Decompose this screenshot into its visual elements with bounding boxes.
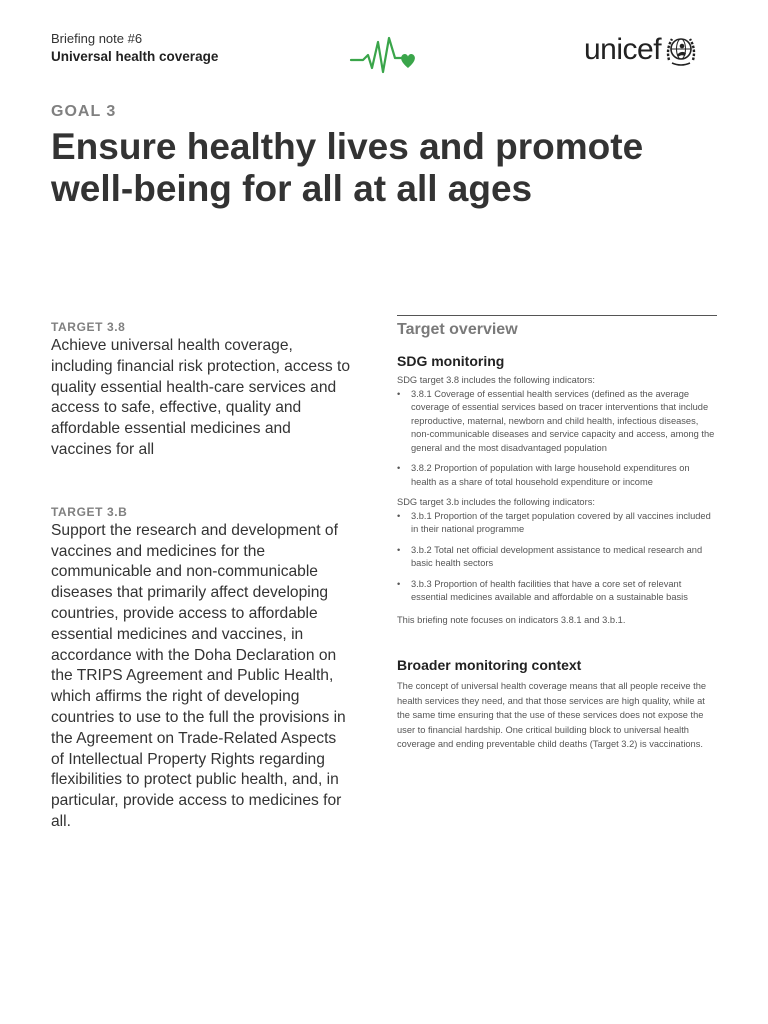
unicef-logo bbox=[584, 32, 699, 68]
target-3-8-intro: SDG target 3.8 includes the following indicators: bbox=[397, 375, 595, 385]
indicator-item: • 3.b.3 Proportion of health facilities that have a core set of relevant essential medicines available and affordable on a sustainable basis bbox=[397, 578, 717, 605]
indicator-item: • 3.b.2 Total net official development assistance to medical research and basic health sectors bbox=[397, 544, 717, 571]
indicator-item: • 3.8.2 Proportion of population with large household expenditures on health as a share of total household expenditure or income bbox=[397, 462, 717, 489]
target-3-8-indicators bbox=[397, 388, 717, 490]
target-overview-panel bbox=[397, 315, 717, 752]
sdg-monitoring-heading: SDG monitoring bbox=[397, 353, 505, 369]
briefing-header bbox=[51, 30, 218, 66]
focus-note: This briefing note focuses on indicators 3.8.1 and 3.b.1. bbox=[397, 614, 626, 625]
target-3-8 bbox=[51, 320, 351, 461]
target-description: Support the research and development of vaccines and medicines for the communicable and non-communicable diseases that primarily affect developing countries, provide access to affordable essential medicines and vaccines, in accordance with the Doha Declaration on the TRIPS Agreement and Public Health, which affirms the right of developing countries to use to the full the provisions in the Agreement on Trade-Related Aspects of Intellectual Property Rights regarding flexibilities to protect public health, and, in particular, provide access to medicines for all. bbox=[51, 521, 346, 830]
goal-label: GOAL 3 bbox=[51, 103, 117, 120]
target-3-b-intro: SDG target 3.b includes the following indicators: bbox=[397, 497, 595, 507]
goal-title: Ensure healthy lives and promote well-being for all at all ages bbox=[51, 126, 644, 209]
indicator-item: • 3.b.1 Proportion of the target population covered by all vaccines included in their national programme bbox=[397, 510, 717, 537]
target-3-b bbox=[51, 505, 351, 833]
target-label: TARGET 3.8 bbox=[51, 320, 126, 334]
target-description: Achieve universal health coverage, including financial risk protection, access to quality essential health-care services and access to safe, effective, quality and affordable essential medicines and vaccines for all bbox=[51, 337, 351, 458]
target-3-b-indicators bbox=[397, 510, 717, 605]
indicator-item: • 3.8.1 Coverage of essential health services (defined as the average coverage of essential services based on tracer interventions that include reproductive, maternal, newborn and child health, infectious diseases, non-communicable diseases and service capacity and access, among the general and the most disadvantaged population bbox=[397, 388, 717, 456]
unicef-wordmark: unicef bbox=[584, 33, 662, 66]
unicef-emblem-icon bbox=[663, 34, 699, 68]
broader-monitoring-text: The concept of universal health coverage means that all people receive the health services they need, and that those services are high quality, while at the same time ensuring that the use of these services does not expose the user to financial hardship. One critical building block to universal health coverage and ending preventable child deaths (Target 3.2) is vaccinations. bbox=[397, 681, 707, 750]
heartbeat-heart-icon bbox=[349, 32, 419, 78]
overview-title: Target overview bbox=[397, 321, 518, 338]
target-label: TARGET 3.B bbox=[51, 504, 128, 519]
briefing-note-title: Universal health coverage bbox=[51, 49, 219, 64]
briefing-note-label: Briefing note #6 bbox=[51, 31, 143, 46]
broader-monitoring-heading: Broader monitoring context bbox=[397, 657, 582, 673]
targets-column bbox=[51, 320, 351, 833]
section-divider bbox=[397, 315, 717, 316]
